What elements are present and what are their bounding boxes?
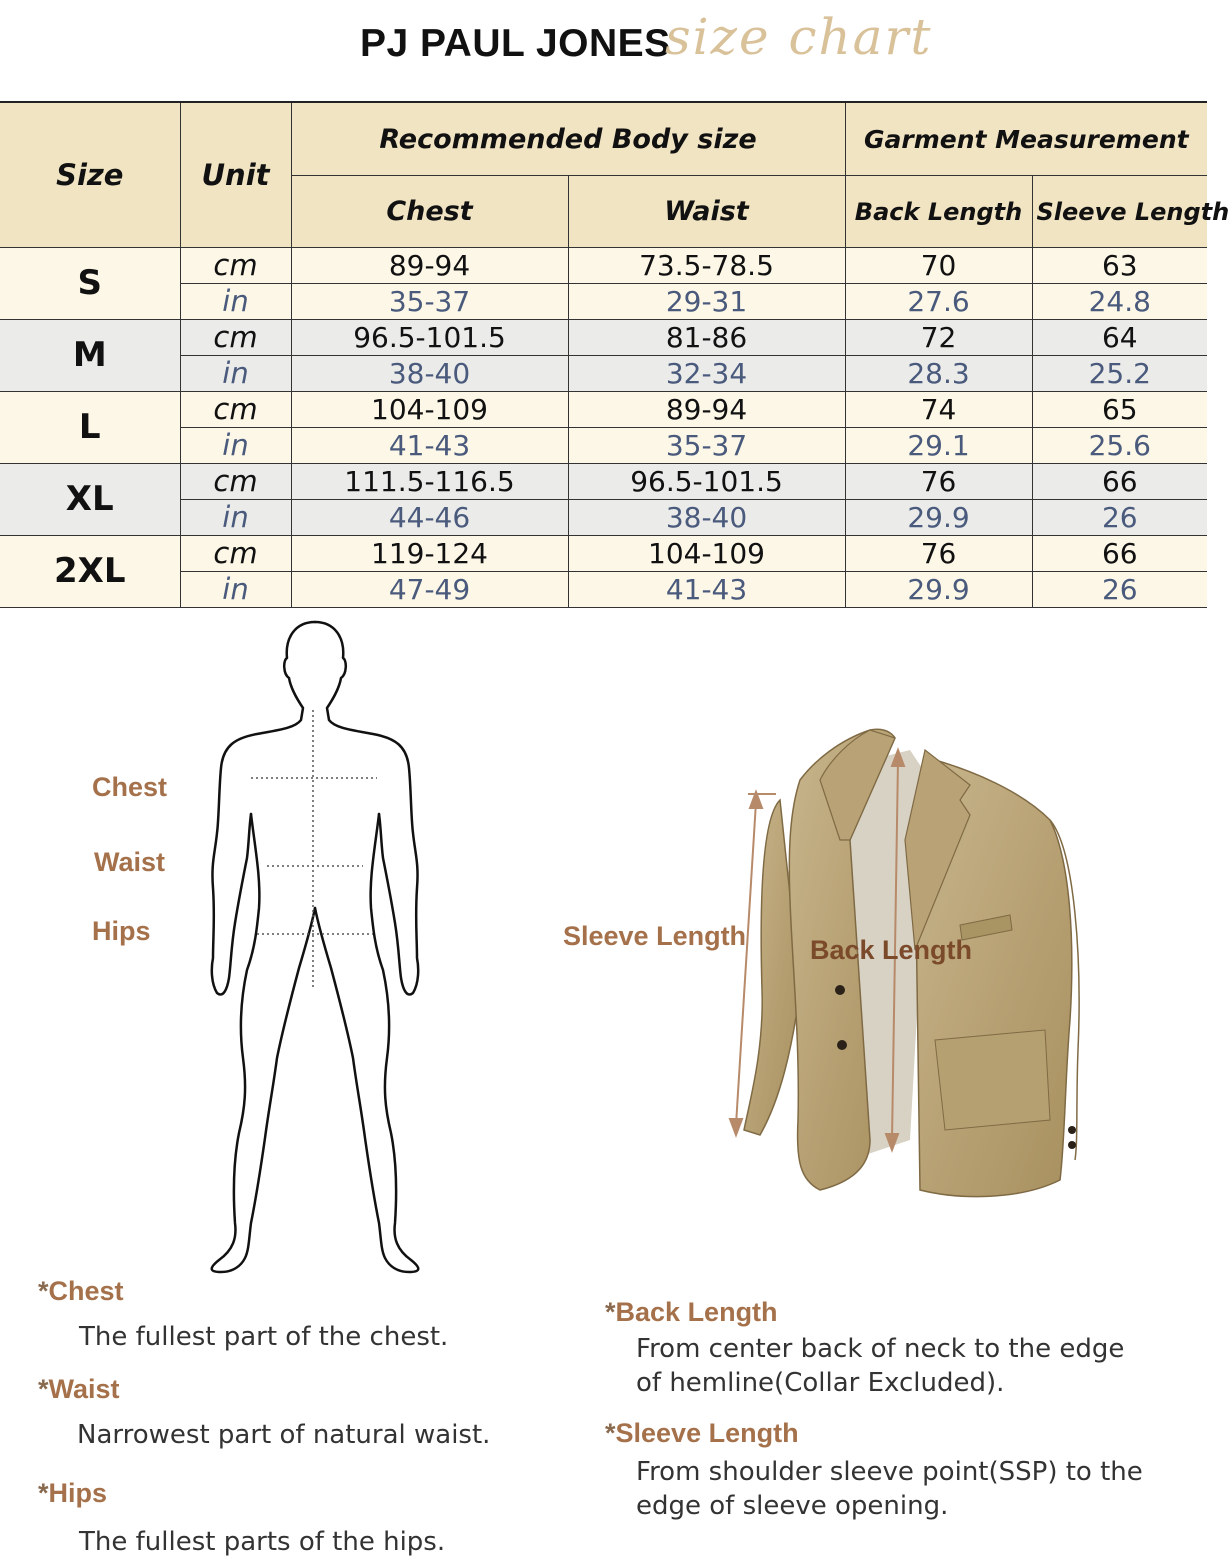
chest-cell: 119-124 — [291, 536, 568, 572]
sleeve-length-cell: 65 — [1032, 392, 1207, 428]
figure-label-hips: Hips — [92, 916, 151, 946]
definition-sleeve-length-line-2: edge of sleeve opening. — [636, 1491, 949, 1521]
waist-cell: 35-37 — [568, 428, 845, 464]
header-waist: Waist — [568, 176, 845, 248]
definition-hips-title-text: Hips — [48, 1478, 108, 1508]
table-row — [0, 392, 1207, 428]
definition-hips-text: The fullest parts of the hips. — [79, 1527, 446, 1557]
size-label: M — [0, 320, 180, 392]
back-length-cell: 74 — [845, 392, 1032, 428]
waist-cell: 32-34 — [568, 356, 845, 392]
header-back-length: Back Length — [845, 176, 1032, 248]
header-recommended-body-size: Recommended Body size — [291, 102, 845, 176]
waist-cell: 104-109 — [568, 536, 845, 572]
waist-cell: 41-43 — [568, 572, 845, 608]
sleeve-length-cell: 66 — [1032, 464, 1207, 500]
back-length-cell: 29.9 — [845, 572, 1032, 608]
table-row — [0, 536, 1207, 572]
figure-label-waist: Waist — [94, 847, 166, 877]
sleeve-length-cell: 26 — [1032, 572, 1207, 608]
table-row — [0, 320, 1207, 356]
unit-cell: cm — [180, 320, 291, 356]
asterisk-icon: * — [38, 1276, 49, 1306]
definition-sleeve-length-title-text: Sleeve Length — [615, 1418, 799, 1448]
header-size: Size — [0, 102, 180, 248]
unit-cell: cm — [180, 392, 291, 428]
unit-cell: in — [180, 284, 291, 320]
definition-sleeve-length-title — [605, 1418, 799, 1449]
back-length-cell: 27.6 — [845, 284, 1032, 320]
definition-sleeve-length-line-1: From shoulder sleeve point(SSP) to the — [636, 1457, 1143, 1487]
table-row — [0, 464, 1207, 500]
definition-back-length-title-text: Back Length — [615, 1297, 778, 1327]
definition-back-length-line-1: From center back of neck to the edge — [636, 1334, 1125, 1364]
header-chest: Chest — [291, 176, 568, 248]
unit-cell: cm — [180, 248, 291, 284]
definition-hips-title — [38, 1478, 107, 1509]
waist-cell: 81-86 — [568, 320, 845, 356]
chest-cell: 38-40 — [291, 356, 568, 392]
back-length-cell: 29.1 — [845, 428, 1032, 464]
definition-sleeve-length-text — [636, 1455, 1143, 1523]
definition-back-length-text — [636, 1332, 1124, 1400]
waist-cell: 38-40 — [568, 500, 845, 536]
unit-cell: cm — [180, 464, 291, 500]
definition-chest-title-text: Chest — [48, 1276, 124, 1306]
unit-cell: in — [180, 572, 291, 608]
chest-cell: 111.5-116.5 — [291, 464, 568, 500]
sleeve-length-cell: 63 — [1032, 248, 1207, 284]
waist-cell: 89-94 — [568, 392, 845, 428]
figure-label-sleeve-length: Sleeve Length — [563, 921, 747, 951]
definition-back-length-line-2: of hemline(Collar Excluded). — [636, 1368, 1005, 1398]
sleeve-length-cell: 64 — [1032, 320, 1207, 356]
size-table — [0, 101, 1229, 608]
sleeve-length-cell: 25.6 — [1032, 428, 1207, 464]
asterisk-icon: * — [38, 1374, 49, 1404]
back-length-cell: 29.9 — [845, 500, 1032, 536]
back-length-cell: 76 — [845, 464, 1032, 500]
chest-cell: 35-37 — [291, 284, 568, 320]
sleeve-length-cell: 24.8 — [1032, 284, 1207, 320]
definition-back-length-title — [605, 1297, 778, 1328]
back-length-cell: 28.3 — [845, 356, 1032, 392]
table-row — [0, 428, 1207, 464]
size-label: L — [0, 392, 180, 464]
table-row — [0, 284, 1207, 320]
back-length-cell: 70 — [845, 248, 1032, 284]
asterisk-icon: * — [38, 1478, 49, 1508]
unit-cell: in — [180, 356, 291, 392]
definition-chest-text: The fullest part of the chest. — [79, 1322, 449, 1352]
table-row — [0, 572, 1207, 608]
table-row — [0, 500, 1207, 536]
asterisk-icon: * — [605, 1297, 616, 1327]
size-label: 2XL — [0, 536, 180, 608]
sleeve-length-cell: 25.2 — [1032, 356, 1207, 392]
unit-cell: in — [180, 428, 291, 464]
header-unit: Unit — [180, 102, 291, 248]
definition-waist-title — [38, 1374, 120, 1405]
header-sleeve-length: Sleeve Length — [1032, 176, 1207, 248]
chest-cell: 104-109 — [291, 392, 568, 428]
definition-chest-title — [38, 1276, 124, 1307]
waist-cell: 96.5-101.5 — [568, 464, 845, 500]
definition-waist-title-text: Waist — [48, 1374, 120, 1404]
chest-cell: 89-94 — [291, 248, 568, 284]
waist-cell: 29-31 — [568, 284, 845, 320]
header-garment-measurement: Garment Measurement — [845, 102, 1207, 176]
back-length-cell: 76 — [845, 536, 1032, 572]
unit-cell: cm — [180, 536, 291, 572]
back-length-cell: 72 — [845, 320, 1032, 356]
sleeve-length-cell: 66 — [1032, 536, 1207, 572]
size-label: S — [0, 248, 180, 320]
waist-cell: 73.5-78.5 — [568, 248, 845, 284]
body-figure-illustration — [195, 618, 435, 1278]
size-label: XL — [0, 464, 180, 536]
chest-cell: 47-49 — [291, 572, 568, 608]
chest-cell: 96.5-101.5 — [291, 320, 568, 356]
definition-waist-text: Narrowest part of natural waist. — [77, 1420, 491, 1450]
table-row — [0, 356, 1207, 392]
chest-cell: 44-46 — [291, 500, 568, 536]
asterisk-icon: * — [605, 1418, 616, 1448]
figure-label-chest: Chest — [92, 772, 168, 802]
size-chart-script: size chart — [665, 8, 933, 66]
unit-cell: in — [180, 500, 291, 536]
table-row — [0, 248, 1207, 284]
figure-label-back-length: Back Length — [810, 935, 973, 965]
chest-cell: 41-43 — [291, 428, 568, 464]
sleeve-length-cell: 26 — [1032, 500, 1207, 536]
brand-name: PJ PAUL JONES — [360, 22, 671, 65]
